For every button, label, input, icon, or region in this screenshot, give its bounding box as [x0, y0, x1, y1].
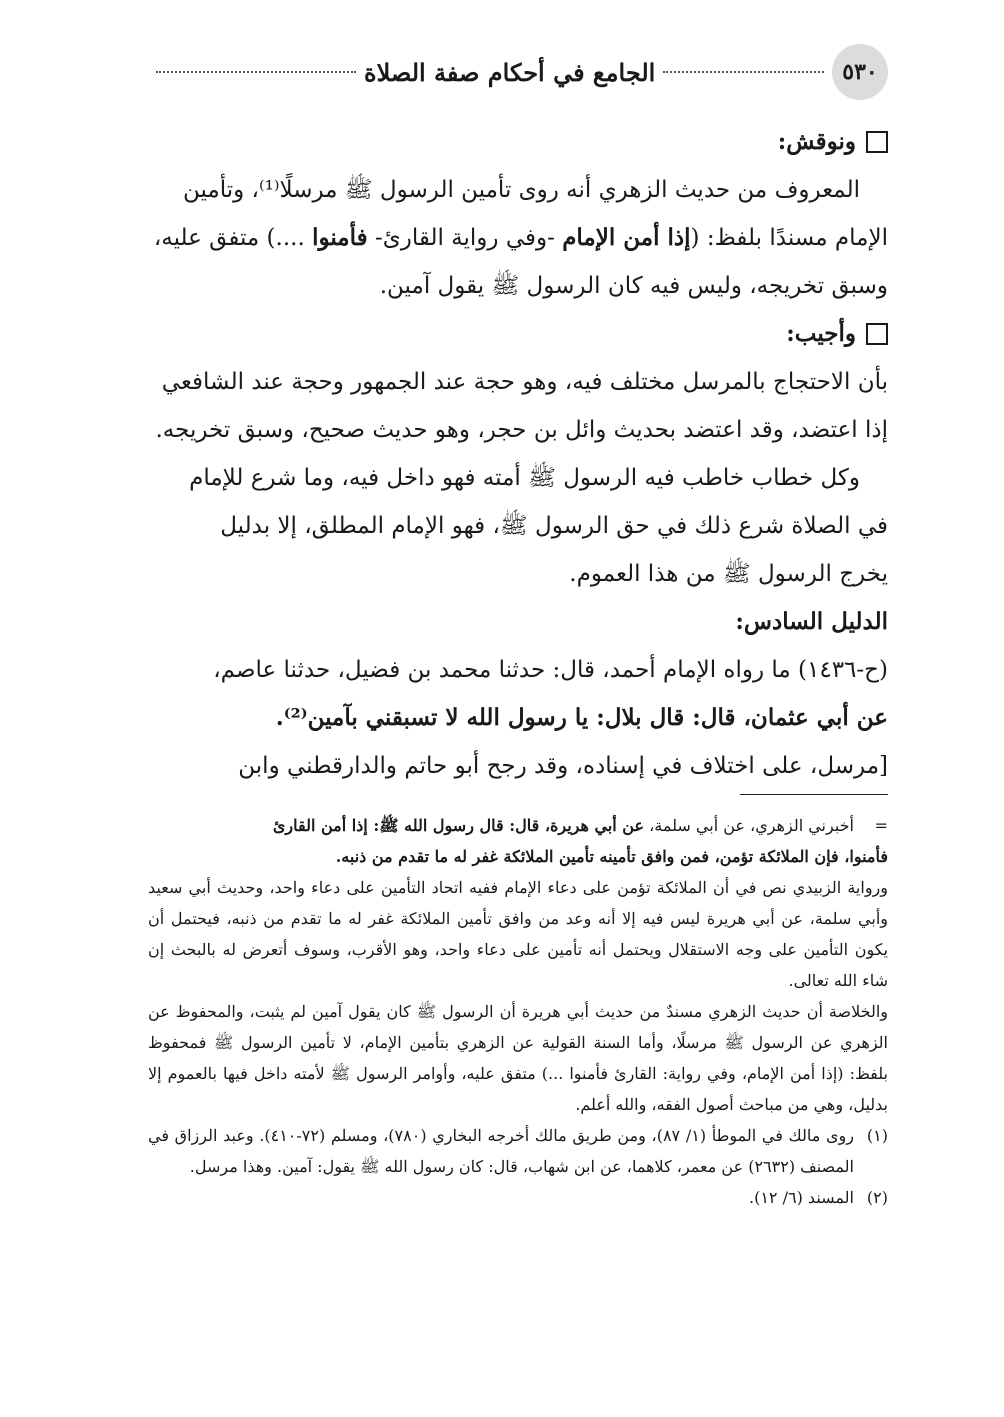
paragraph-4: بأن الاحتجاج بالمرسل مختلف فيه، وهو حجة عند الجمهور وحجة عند الشافعي [161, 369, 888, 395]
square-bullet-icon [866, 131, 888, 153]
footnote-2 [148, 1182, 888, 1213]
paragraph-2: الإمام مسندًا بلفظ: (إذا أمن الإمام -وفي رواية القارئ- فأمنوا ....) متفق عليه، [153, 224, 888, 251]
footnote-1 [148, 1120, 888, 1182]
page-header [148, 42, 888, 102]
footnote-2-mark: (٢) [866, 1188, 888, 1207]
book-title: الجامع في أحكام صفة الصلاة [364, 57, 656, 87]
footnote-1-text: روى مالك في الموطأ (١/ ٨٧)، ومن طريق مالك أخرجه البخاري (٧٨٠)، ومسلم (٧٢-٤١٠). وعبد الرزاق في المصنف (٢٦٣٢) عن معمر، كلاهما، عن ابن شهاب، قال: كان رسول الله ﷺ يقول: آمين. وهذا مرسل. [148, 1126, 855, 1176]
header-dots-right [663, 71, 824, 73]
footnote-continuation: = أخبرني الزهري، عن أبي سلمة، عن أبي هريرة، قال: قال رسول الله ﷺ: إذا أمن القارئ [148, 810, 888, 841]
paragraph-7: في الصلاة شرع ذلك في حق الرسول ﷺ، فهو الإمام المطلق، إلا بدليل [220, 513, 888, 539]
continuation-mark: = [874, 816, 888, 835]
footnote-1-mark: (١) [866, 1126, 888, 1145]
paragraph-8: يخرج الرسول ﷺ من هذا العموم. [569, 561, 888, 587]
square-bullet-icon [866, 323, 888, 345]
footnote-2-text: المسند (٦/ ١٢). [749, 1188, 854, 1207]
footnote-continuation-line-2: فأمنوا، فإن الملائكة تؤمن، فمن وافق تأمينه تأمين الملائكة غفر له ما تقدم من ذنبه. [335, 847, 888, 866]
footnote-continuation-paragraph-3: والخلاصة أن حديث الزهري مسندٌ من حديث أبي هريرة أن الرسول ﷺ كان يقول آمين لم يثبت، والمحفوظ عن الزهري عن الرسول ﷺ مرسلًا، وأما السنة القولية عن الزهري بتأمين الإمام، لا تأمين الرسول ﷺ فمحفوظ بلفظ: (إذا أمن الإمام، وفي رواية: القارئ فأمنوا ...) متفق عليه، وأوامر الرسول ﷺ لأمته داخل فيها بالعموم إلا بدليل، وهي من مباحث أصول الفقه، والله أعلم. [148, 1002, 889, 1114]
header-dots-left [156, 71, 356, 73]
heading-answer: وأجيب: [148, 310, 888, 358]
footnotes [148, 810, 888, 1213]
paragraph-5: إذا اعتضد، وقد اعتضد بحديث وائل بن حجر، وهو حديث صحيح، وسبق تخريجه. [155, 417, 888, 443]
paragraph-6: وكل خطاب خاطب فيه الرسول ﷺ أمته فهو داخل فيه، وما شرع للإمام [189, 465, 860, 491]
page-number: ٥٣٠ [832, 44, 888, 100]
footnote-separator [740, 794, 888, 795]
heading-sixth-evidence: الدليل السادس: [735, 608, 888, 635]
heading-objection: ونوقش: [148, 118, 888, 166]
paragraph-9: (ح-١٤٣٦) ما رواه الإمام أحمد، قال: حدثنا محمد بن فضيل، حدثنا عاصم، [213, 657, 888, 683]
paragraph-11: [مرسل، على اختلاف في إسناده، وقد رجح أبو حاتم والدارقطني وابن [238, 753, 888, 779]
paragraph-3: وسبق تخريجه، وليس فيه كان الرسول ﷺ يقول آمين. [379, 273, 888, 299]
main-text [148, 118, 888, 790]
footnote-continuation-paragraph-2: ورواية الزبيدي نص في أن الملائكة تؤمن على دعاء الإمام ففيه اتحاد التأمين على دعاء واحد، وحديث أبي سعيد وأبي سلمة، عن أبي هريرة ليس فيه إلا أنه وعد من وافق تأمين الملائكة غفر له ما تقدم من ذنبه، فيحتمل أن يكون التأمين على وجه الاستقلال ويحتمل أنه تأمين على دعاء واحد، وهو الأقرب، وسوف أتعرض له بالبحث إن شاء الله تعالى. [148, 878, 888, 990]
paragraph-1: المعروف من حديث الزهري أنه روى تأمين الرسول ﷺ مرسلًا⁽¹⁾، وتأمين [182, 177, 860, 203]
paragraph-10: عن أبي عثمان، قال: قال بلال: يا رسول الله لا تسبقني بآمين⁽²⁾. [275, 704, 888, 731]
